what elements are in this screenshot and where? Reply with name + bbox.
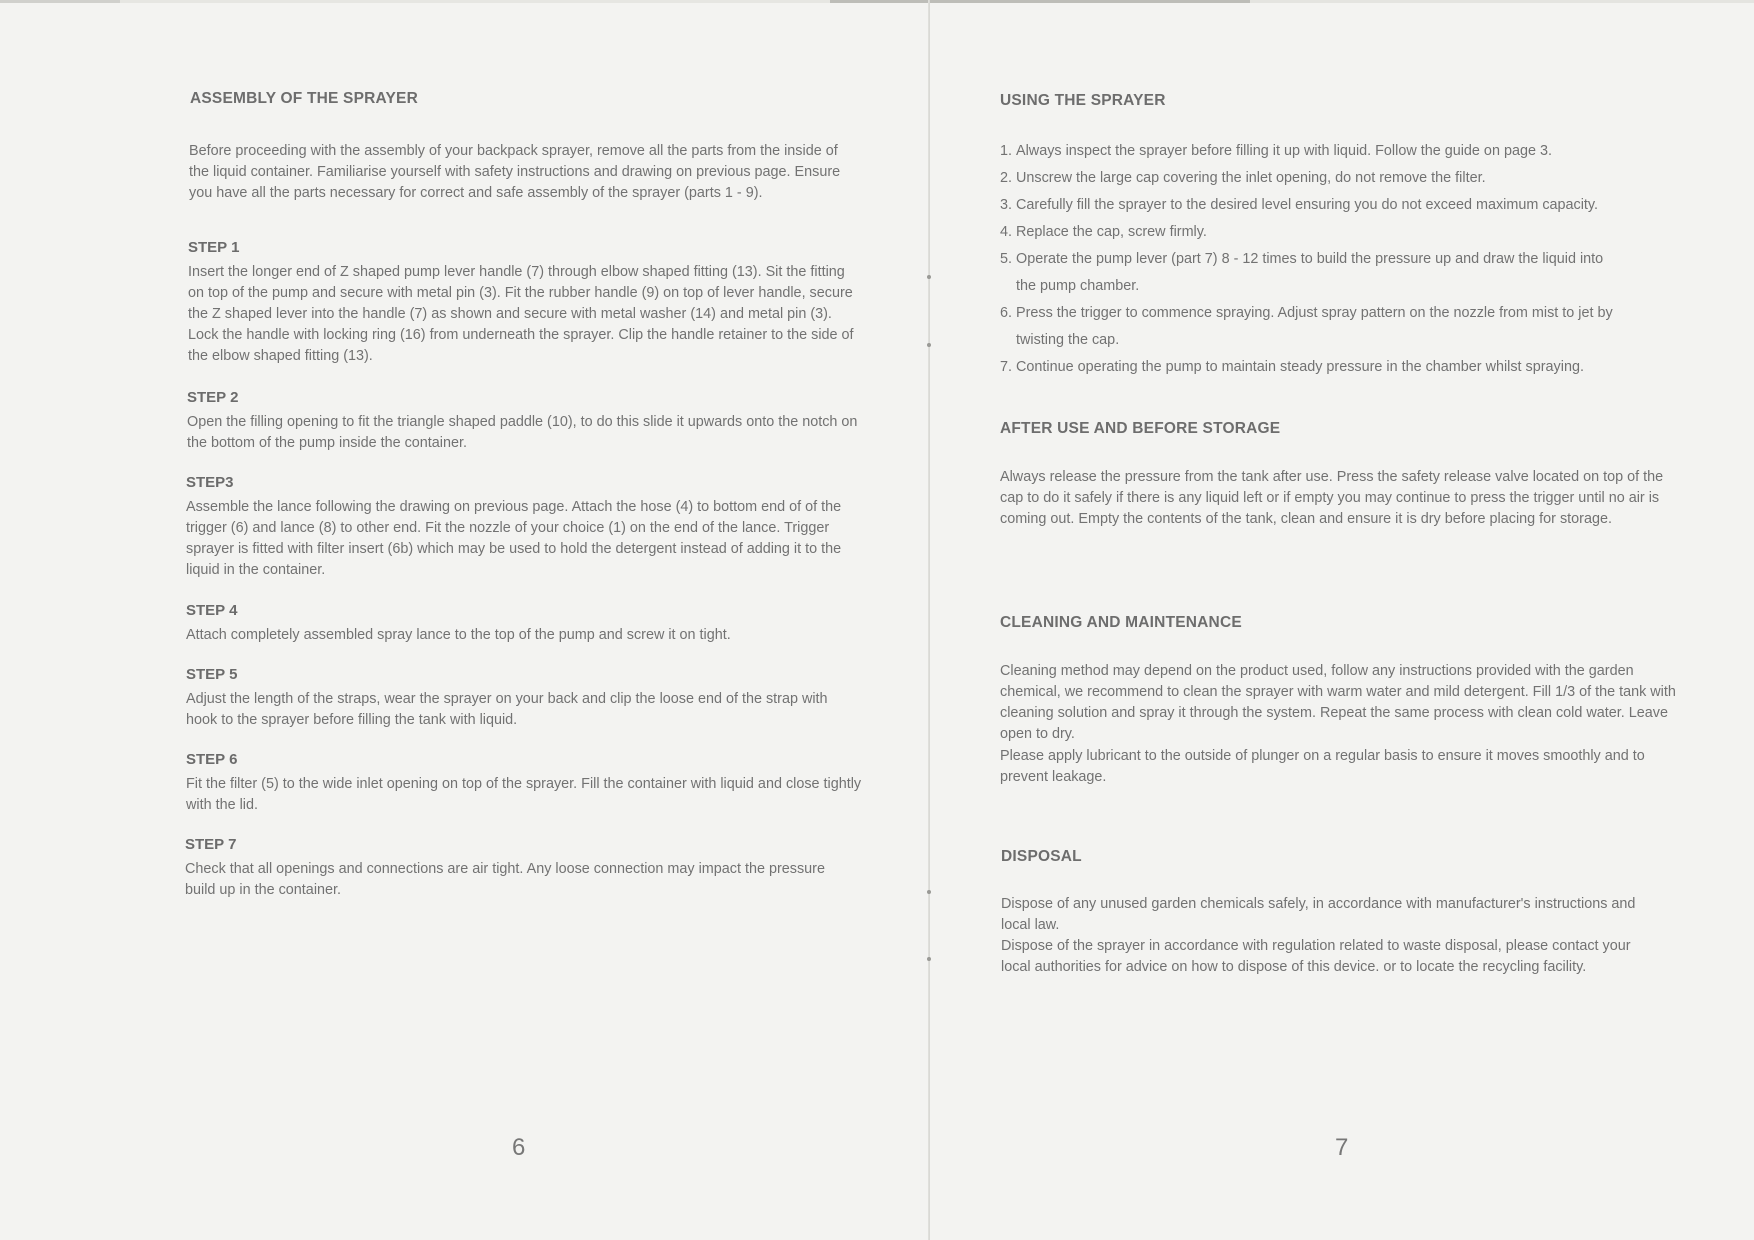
step-3-text: Assemble the lance following the drawing on previous page. Attach the hose (4) to bottom end of of the trigger (6) and lance (8) to other end. Fit the nozzle of your choice (1) on the end of the lance. Trigger sprayer is fitted with filter insert (6b) which may be used to hold the detergent instead of adding it to the liquid in the container. (186, 499, 842, 578)
step-5-heading: STEP 5 (186, 666, 238, 683)
using-step-text: Carefully fill the sprayer to the desired level ensuring you do not exceed maximum capacity. (1016, 197, 1599, 213)
disposal-title: DISPOSAL (1001, 848, 1082, 865)
page-number-6: 6 (512, 1134, 526, 1161)
using-step-text: Replace the cap, screw firmly. (1016, 224, 1207, 240)
using-step-number: 4. (1000, 224, 1013, 240)
using-step-item (1000, 300, 1620, 354)
right-page (930, 0, 1754, 1240)
using-step-item (1000, 354, 1620, 381)
step-1-text: Insert the longer end of Z shaped pump lever handle (7) through elbow shaped fitting (13). Sit the fitting on top of the pump and secure with metal pin (3). Fit the rubber handle (9) on top of lever handle, secure the Z shaped lever into the handle (7) as shown and secure with metal washer (14) and metal pin (3). Lock the handle with locking ring (16) from underneath the sprayer. Clip the handle retainer to the side of the elbow shaped fitting (13). (188, 264, 854, 364)
using-step-number: 2. (1000, 170, 1013, 186)
step-4-heading: STEP 4 (186, 602, 238, 619)
assembly-title: ASSEMBLY OF THE SPRAYER (190, 90, 418, 107)
step-6-text: Fit the filter (5) to the wide inlet opening on top of the sprayer. Fill the container with liquid and close tightly with the lid. (186, 776, 862, 813)
lubricant-text: Please apply lubricant to the outside of plunger on a regular basis to ensure it moves smoothly and to prevent leakage. (1000, 748, 1645, 785)
step-1-heading: STEP 1 (188, 239, 240, 256)
using-step-item (1000, 246, 1620, 300)
using-steps-list (1000, 138, 1620, 381)
cleaning-title: CLEANING AND MAINTENANCE (1000, 614, 1242, 631)
step-2-heading: STEP 2 (187, 389, 239, 406)
step-2-text: Open the filling opening to fit the triangle shaped paddle (10), to do this slide it upwards onto the notch on the bottom of the pump inside the container. (187, 414, 858, 451)
using-step-text: Unscrew the large cap covering the inlet opening, do not remove the filter. (1016, 170, 1486, 186)
using-step-item (1000, 219, 1620, 246)
using-step-text: Always inspect the sprayer before filling it up with liquid. Follow the guide on page 3. (1016, 143, 1552, 159)
step-4-text: Attach completely assembled spray lance to the top of the pump and screw it on tight. (186, 627, 731, 643)
step-7-heading: STEP 7 (185, 836, 237, 853)
step-6-heading: STEP 6 (186, 751, 238, 768)
using-step-item (1000, 165, 1620, 192)
using-step-number: 7. (1000, 359, 1013, 375)
step-3-heading: STEP3 (186, 474, 234, 491)
using-title: USING THE SPRAYER (1000, 92, 1166, 109)
using-step-item (1000, 138, 1620, 165)
disposal-chemicals-text: Dispose of any unused garden chemicals safely, in accordance with manufacturer's instructions and local law. (1001, 896, 1636, 933)
using-step-number: 1. (1000, 143, 1013, 159)
using-step-text: Operate the pump lever (part 7) 8 - 12 times to build the pressure up and draw the liquid into the pump chamber. (1016, 251, 1604, 294)
after-use-text: Always release the pressure from the tank after use. Press the safety release valve located on top of the cap to do it safely if there is any liquid left or if empty you may continue to press the trigger until no air is coming out. Empty the contents of the tank, clean and ensure it is dry before placing for storage. (1000, 469, 1664, 527)
step-7-text: Check that all openings and connections are air tight. Any loose connection may impact the pressure build up in the container. (185, 861, 825, 898)
using-step-number: 6. (1000, 305, 1013, 321)
page-number-7: 7 (1335, 1134, 1349, 1161)
cleaning-text: Cleaning method may depend on the product used, follow any instructions provided with the garden chemical, we recommend to clean the sprayer with warm water and mild detergent. Fill 1/3 of the tank with cleaning solution and spray it through the system. Repeat the same process with clean cold water. Leave open to dry. (1000, 663, 1676, 742)
using-step-item (1000, 192, 1620, 219)
step-5-text: Adjust the length of the straps, wear the sprayer on your back and clip the loose end of the strap with hook to the sprayer before filling the tank with liquid. (186, 691, 828, 728)
using-step-text: Press the trigger to commence spraying. Adjust spray pattern on the nozzle from mist to jet by twisting the cap. (1016, 305, 1613, 348)
assembly-intro: Before proceeding with the assembly of your backpack sprayer, remove all the parts from the inside of the liquid container. Familiarise yourself with safety instructions and drawing on previous page. Ensure you have all the parts necessary for correct and safe assembly of the sprayer (parts 1 - 9). (189, 143, 841, 201)
using-step-number: 3. (1000, 197, 1013, 213)
disposal-sprayer-text: Dispose of the sprayer in accordance with regulation related to waste disposal, please contact your local authorities for advice on how to dispose of this device. or to locate the recycling facility. (1001, 938, 1631, 975)
after-use-title: AFTER USE AND BEFORE STORAGE (1000, 420, 1281, 437)
using-step-text: Continue operating the pump to maintain steady pressure in the chamber whilst spraying. (1016, 359, 1584, 375)
using-step-number: 5. (1000, 251, 1013, 267)
